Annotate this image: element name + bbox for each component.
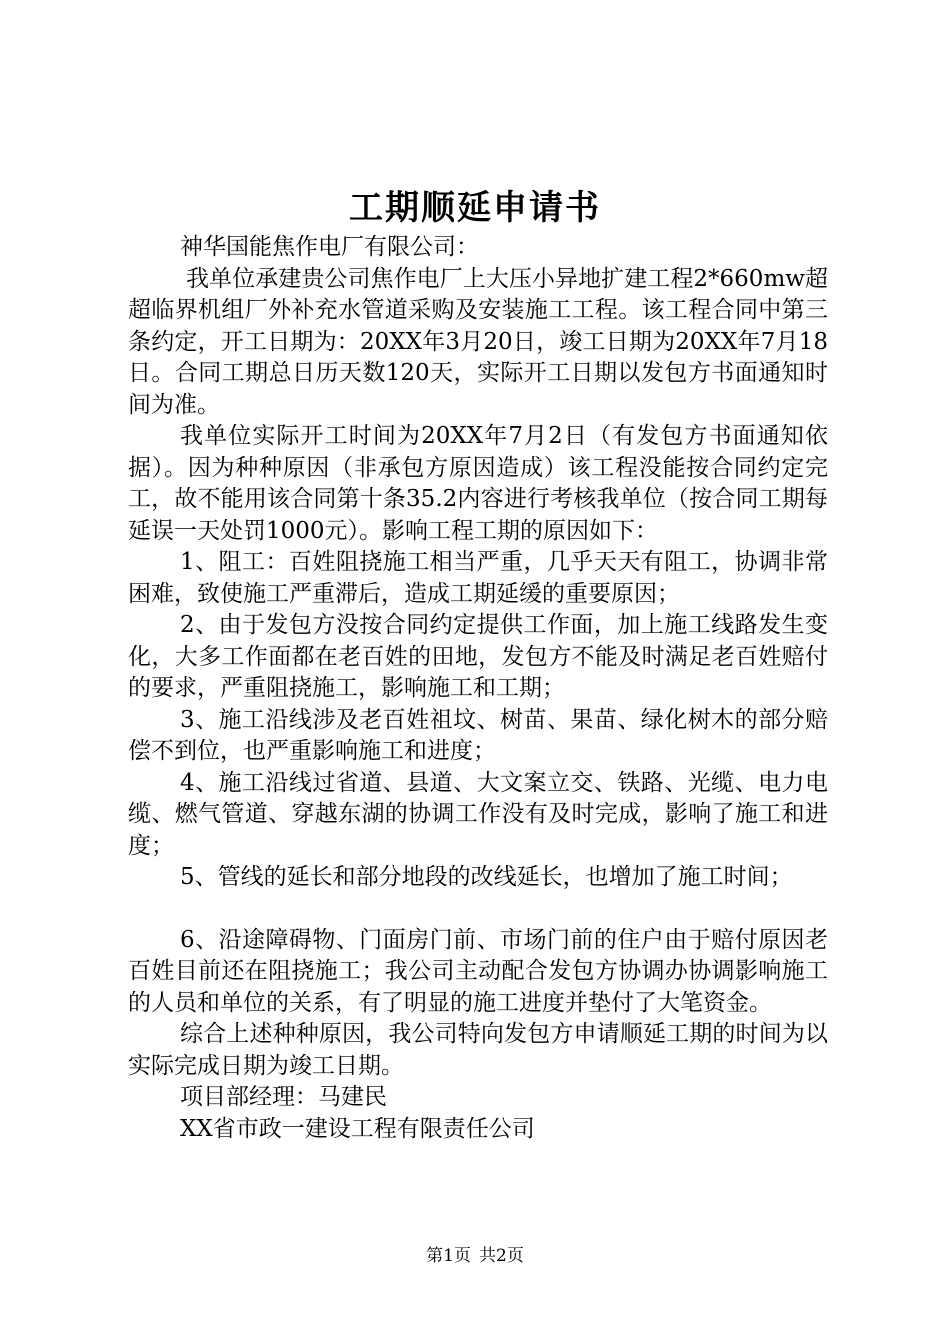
page-number-current: 第1页 xyxy=(426,1246,471,1266)
paragraph-delay: 我单位实际开工时间为20XX年7月2日（有发包方书面通知依据）。因为种种原因（非承包方原因造成）该工程没能按合同约定完工，故不能用该合同第十条35.2内容进行考核我单位（按合同工期每延误一天处罚1000元）。影响工程工期的原因如下： xyxy=(128,423,828,544)
document-title: 工期顺延申请书 xyxy=(349,188,601,228)
page-number-total: 共2页 xyxy=(479,1246,524,1266)
reason-item: 3、施工沿线涉及老百姓祖坟、树苗、果苗、绿化树木的部分赔偿不到位，也严重影响施工和进度； xyxy=(128,706,828,764)
page-footer xyxy=(0,1244,950,1268)
manager-signature: 项目部经理：马建民 xyxy=(180,1084,387,1110)
company-signature: XX省市政一建设工程有限责任公司 xyxy=(180,1115,535,1142)
reason-item: 6、沿途障碍物、门面房门前、市场门前的住户由于赔付原因老百姓目前还在阻挠施工；我公司主动配合发包方协调办协调影响施工的人员和单位的关系，有了明显的施工进度并垫付了大笔资金。 xyxy=(128,926,828,1016)
salutation: 神华国能焦作电厂有限公司： xyxy=(180,234,479,260)
reason-item: 4、施工沿线过省道、县道、大文案立交、铁路、光缆、电力电缆、燃气管道、穿越东湖的协调工作没有及时完成，影响了施工和进度； xyxy=(128,769,828,859)
reason-item: 2、由于发包方没按合同约定提供工作面，加上施工线路发生变化，大多工作面都在老百姓的田地，发包方不能及时满足老百姓赔付的要求，严重阻挠施工，影响施工和工期； xyxy=(128,612,828,701)
blank-line xyxy=(128,894,828,925)
conclusion: 综合上述种种原因，我公司特向发包方申请顺延工期的时间为以实际完成日期为竣工日期。 xyxy=(128,1021,828,1079)
reason-item: 5、管线的延长和部分地段的改线延长，也增加了施工时间； xyxy=(180,864,793,890)
reason-item: 1、阻工：百姓阻挠施工相当严重，几乎天天有阻工，协调非常困难，致使施工严重滞后，造成工期延缓的重要原因； xyxy=(128,549,828,607)
document-body xyxy=(128,232,828,1145)
paragraph-contract: 我单位承建贵公司焦作电厂上大压小异地扩建工程2*660mw超超临界机组厂外补充水管道采购及安装施工工程。该工程合同中第三条约定，开工日期为：20XX年3月20日，竣工日期为20XX年7月18日。合同工期总日历天数120天，实际开工日期以发包方书面通知时间为准。 xyxy=(128,265,828,418)
